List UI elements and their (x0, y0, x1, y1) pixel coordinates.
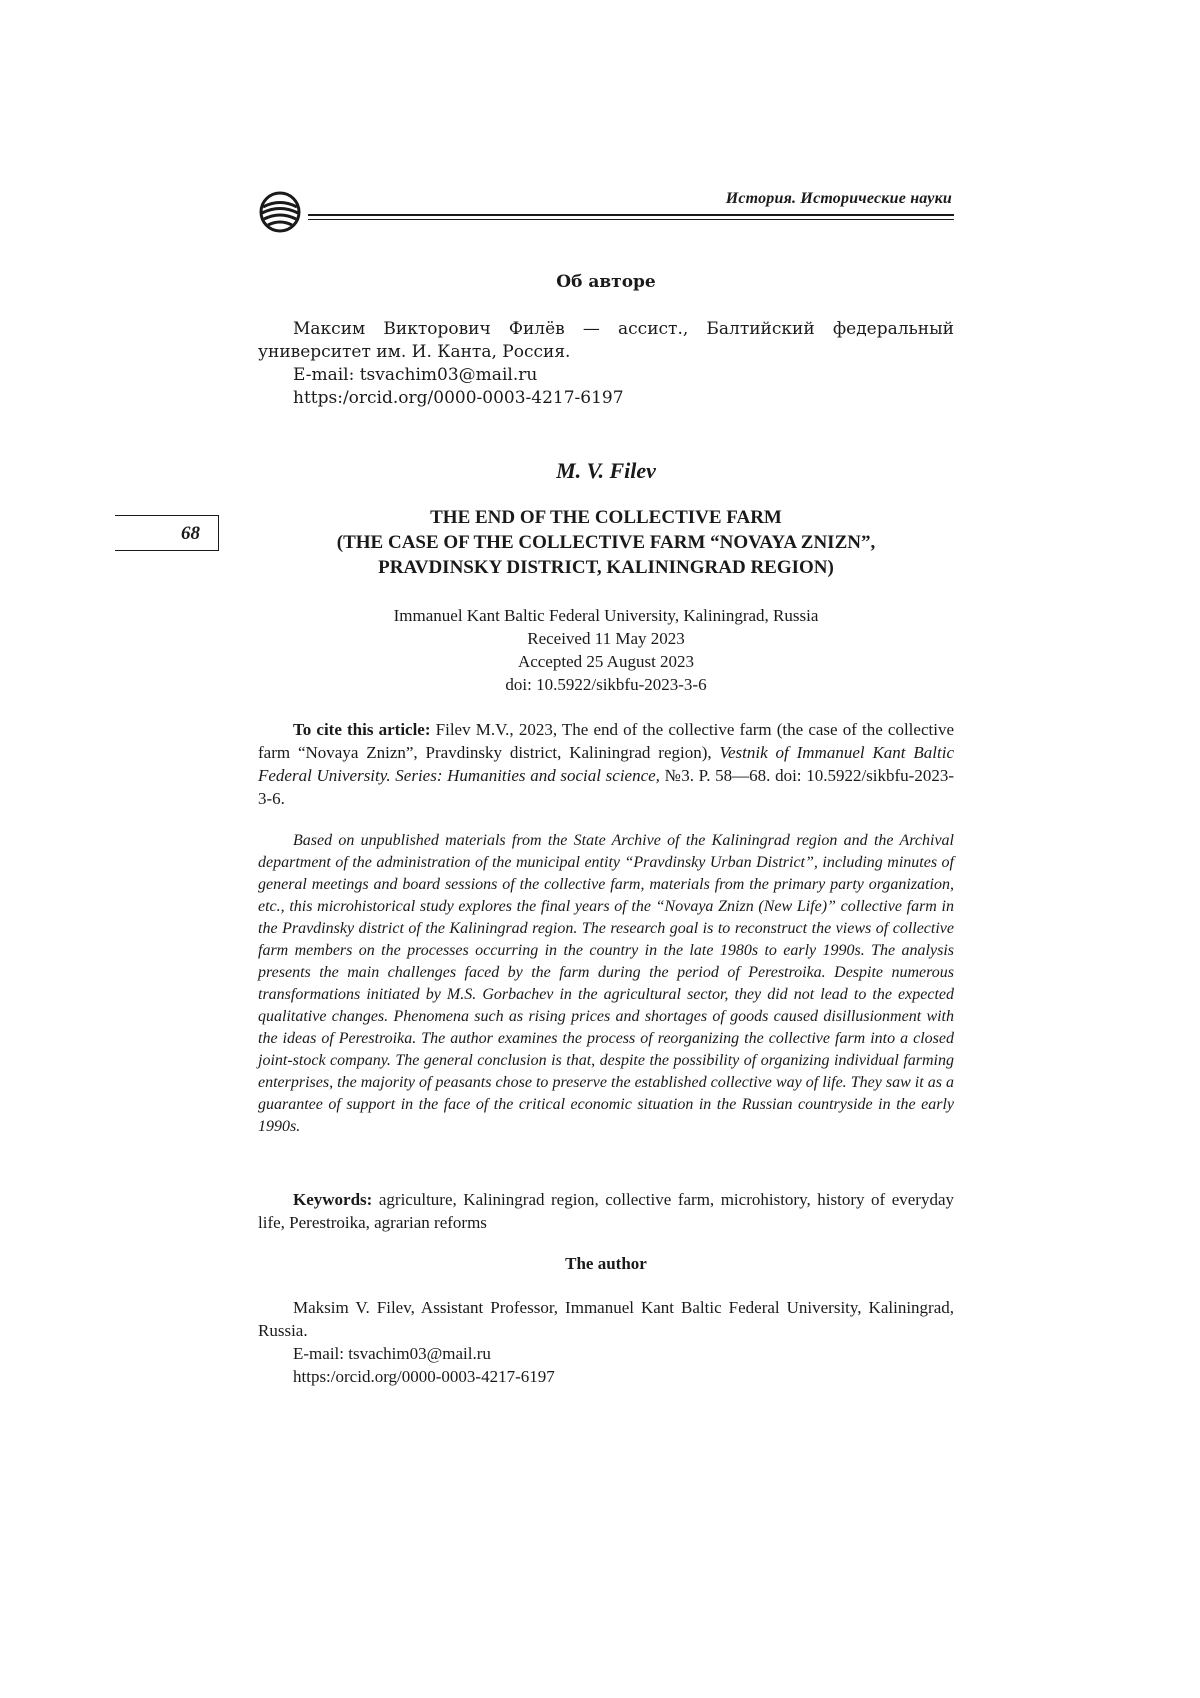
ru-author-orcid: https:/orcid.org/0000-0003-4217-6197 (293, 388, 624, 408)
article-meta (258, 604, 954, 696)
keywords-label: Keywords: (293, 1190, 373, 1209)
citation (258, 718, 954, 810)
keywords (258, 1188, 954, 1234)
header-rule (308, 214, 954, 216)
journal-logo-icon (258, 190, 302, 234)
ru-author-email: E-mail: tsvachim03@mail.ru (293, 365, 538, 385)
title-line: THE END OF THE COLLECTIVE FARM (430, 507, 782, 528)
article-title (258, 505, 954, 580)
citation-journal: Vestnik of Immanuel Kant Baltic Federal University. Series: Humanities and social science, (258, 743, 954, 785)
header-rule-thin (308, 219, 954, 220)
doi: doi: 10.5922/sikbfu-2023-3-6 (505, 675, 707, 694)
accepted-date: Accepted 25 August 2023 (517, 652, 695, 671)
article-author: M. V. Filev (556, 458, 656, 483)
received-date: Received 11 May 2023 (527, 629, 685, 648)
en-author-line: Maksim V. Filev, Assistant Professor, Immanuel Kant Baltic Federal University, Kaliningrad, Russia. (258, 1298, 954, 1340)
ru-author-line: Максим Викторович Филёв — ассист., Балтийский федеральный университет им. И. Канта, Россия. (258, 319, 954, 362)
ru-author-heading: Об авторе (556, 272, 656, 292)
ru-author-info (258, 318, 954, 410)
running-header (258, 190, 954, 234)
keywords-text: agriculture, Kaliningrad region, collective farm, microhistory, history of everyday life, Perestroika, agrarian reforms (258, 1190, 955, 1232)
citation-tail: №3. P. 58—68. doi: 10.5922/sikbfu-2023-3-6. (258, 766, 954, 808)
citation-text: Filev M.V., 2023, The end of the collective farm (the case of the collective farm “Novaya Znizn”, Pravdinsky district, Kaliningrad region), (258, 720, 954, 762)
page-number: 68 (181, 523, 200, 544)
abstract: Based on unpublished materials from the State Archive of the Kaliningrad region and the Archival department of the administration of the municipal entity “Pravdinsky Urban District”, including minutes of general meetings and board sessions of the collective farm, materials from the primary party organization, etc., this microhistorical study explores the final years of the “Novaya Znizn (New Life)” collective farm in the Pravdinsky district of the Kaliningrad region. The research goal is to reconstruct the views of collective farm members on the processes occurring in the country in the late 1980s to early 1990s. The analysis presents the main challenges faced by the farm during the period of Perestroika. Despite numerous transformations initiated by M.S. Gorbachev in the agricultural sector, they did not lead to the expected qualitative changes. Phenomena such as rising prices and shortages of goods caused disillusionment with the ideas of Perestroika. The author examines the process of reorganizing the collective farm into a closed joint-stock company. The general conclusion is that, despite the possibility of organizing individual farming enterprises, the majority of peasants chose to preserve the established collective way of life. They saw it as a guarantee of support in the face of the critical economic situation in the Russian countryside in the early 1990s. (258, 832, 954, 1135)
en-author-info (258, 1296, 954, 1388)
en-author-orcid: https:/orcid.org/0000-0003-4217-6197 (293, 1367, 555, 1386)
page-number-box (115, 515, 219, 551)
en-author-email: E-mail: tsvachim03@mail.ru (293, 1344, 491, 1363)
en-author-heading: The author (565, 1254, 647, 1273)
affiliation: Immanuel Kant Baltic Federal University, Kaliningrad, Russia (393, 606, 819, 625)
title-line: (THE CASE OF THE COLLECTIVE FARM “NOVAYA ZNIZN”, (336, 532, 876, 553)
title-line: PRAVDINSKY DISTRICT, KALININGRAD REGION) (378, 557, 834, 578)
citation-label: To cite this article: (293, 720, 431, 739)
running-title: История. Исторические науки (725, 190, 952, 207)
